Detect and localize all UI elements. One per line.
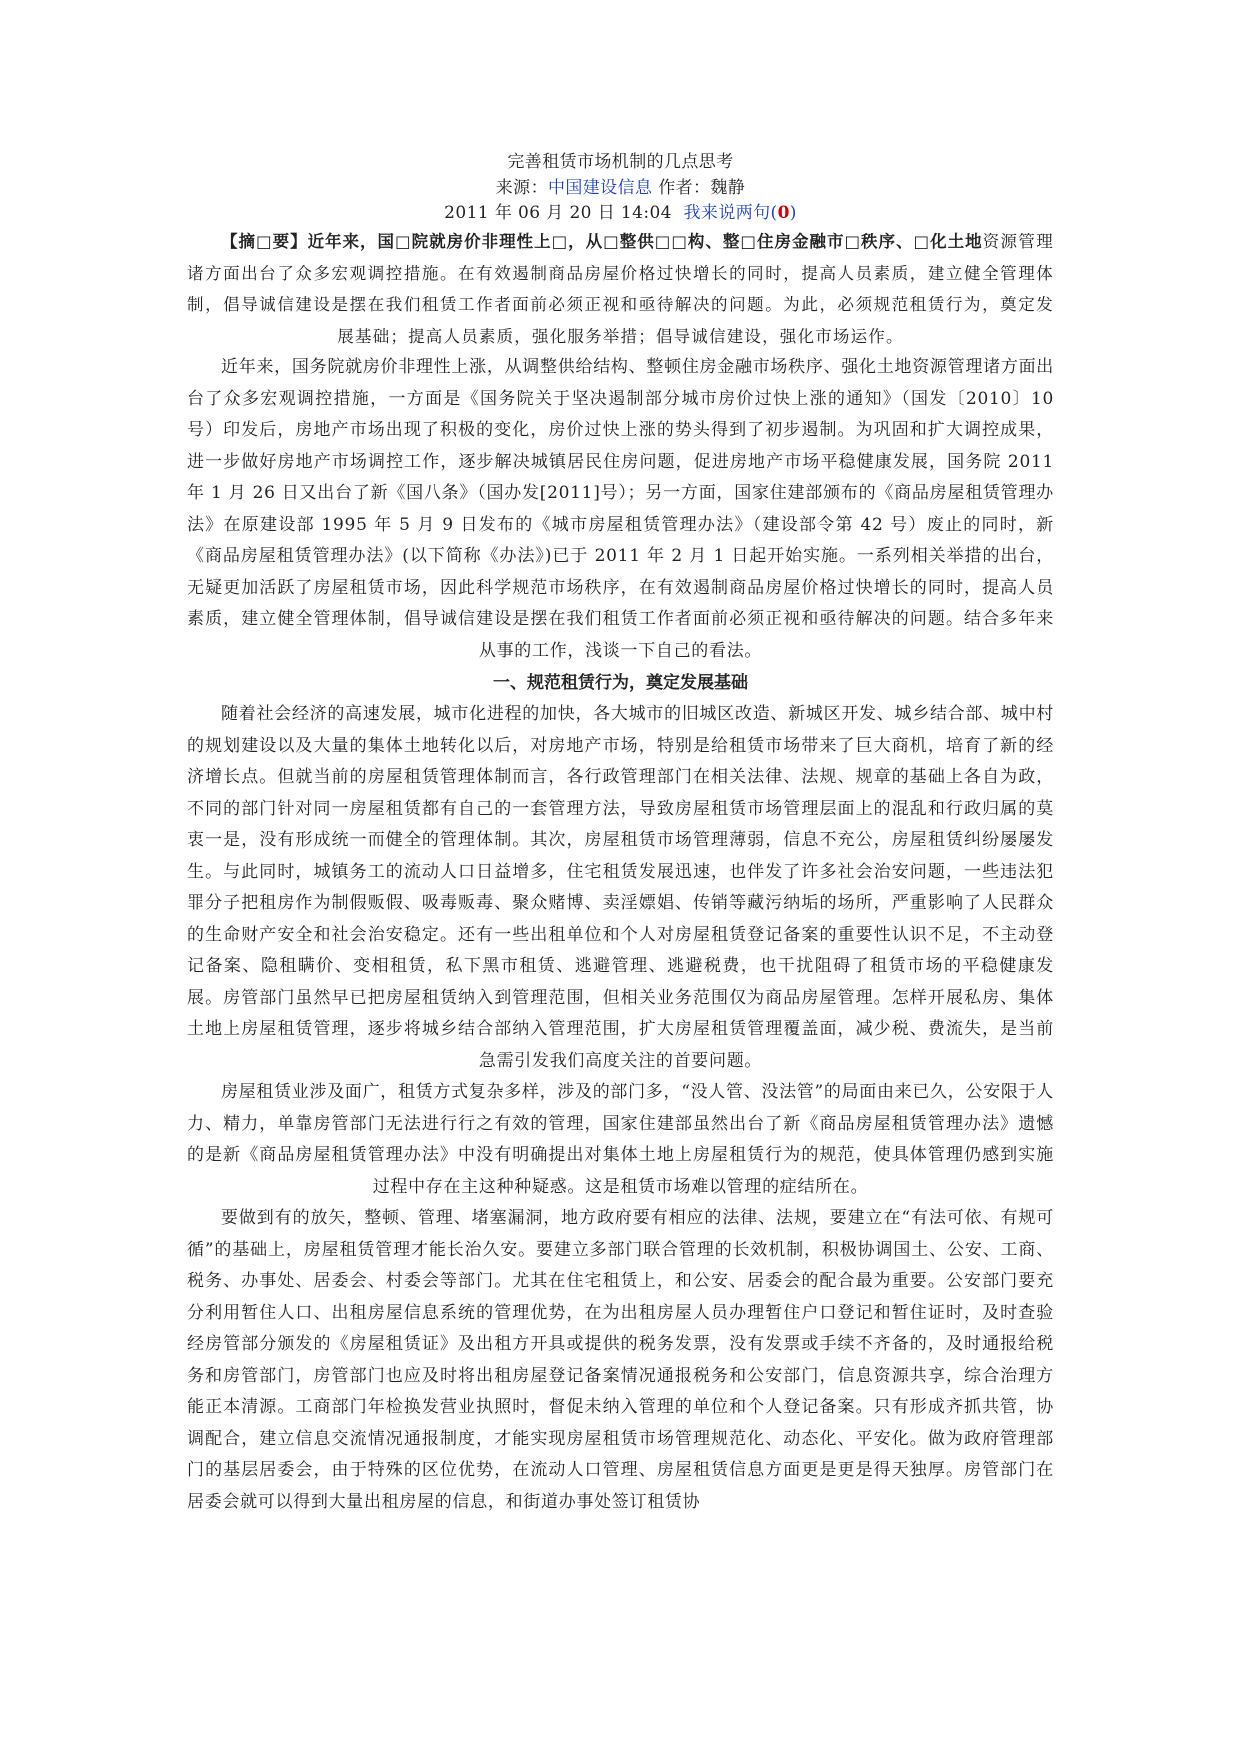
- article: [187, 150, 1054, 1518]
- publish-datetime: 2011 年 06 月 20 日 14:04: [444, 203, 672, 223]
- intro-paragraph: 近年来，国务院就房价非理性上涨，从调整供给结构、整顿住房金融市场秩序、强化土地资源管理诸方面出台了众多宏观调控措施，一方面是《国务院关于坚决遏制部分城市房价过快上涨的通知》（国发〔2010〕10 号）印发后，房地产市场出现了积极的变化，房价过快上涨的势头得到了初步遏制。为巩固和扩大调控成果，进一步做好房地产市场调控工作，逐步解决城镇居民住房问题，促进房地产市场平稳健康发展，国务院 2011 年 1 月 26 日又出台了新《国八条》（国办发[2011]号）；另一方面，国家住建部颁布的《商品房屋租赁管理办法》在原建设部 1995 年 5 月 9 日发布的《城市房屋租赁管理办法》（建设部令第 42 号）废止的同时，新《商品房屋租赁管理办法》(以下简称《办法》)已于 2011 年 2 月 1 日起开始实施。一系列相关举措的出台，无疑更加活跃了房屋租赁市场，因此科学规范市场秩序，在有效遏制商品房屋价格过快增长的同时，提高人员素质，建立健全管理体制，倡导诚信建设是摆在我们租赁工作者面前必须正视和亟待解决的问题。结合多年来从事的工作，浅谈一下自己的看法。: [187, 357, 1054, 661]
- abstract-lead: 【摘□要】近年来，国□院就房价非理性上□，从□整供□□构、整□住房金融市□秩序、□化土地: [221, 232, 983, 251]
- source-label: 来源：: [495, 178, 548, 198]
- comment-count[interactable]: 0: [777, 203, 790, 223]
- abstract: [187, 226, 1054, 352]
- comment-link-close[interactable]: ): [789, 203, 797, 223]
- source-link[interactable]: 中国建设信息: [547, 178, 653, 198]
- article-title: 完善租赁市场机制的几点思考: [507, 152, 734, 172]
- section-paragraph: 房屋租赁业涉及面广，租赁方式复杂多样，涉及的部门多，“没人管、没法管”的局面由来已久，公安限于人力、精力，单靠房管部门无法进行行之有效的管理，国家住建部虽然出台了新《商品房屋租赁管理办法》遗憾的是新《商品房屋租赁管理办法》中没有明确提出对集体土地上房屋租赁行为的规范，使具体管理仍感到实施过程中存在主这种种疑惑。这是租赁市场难以管理的症结所在。: [187, 1082, 1054, 1197]
- comment-link[interactable]: [684, 203, 797, 223]
- source-line: [187, 176, 1054, 201]
- author-label: 作者：魏静: [652, 178, 746, 198]
- section-heading: 一、规范租赁行为，奠定发展基础: [493, 673, 748, 693]
- section-paragraph: 要做到有的放矢，整顿、管理、堵塞漏洞，地方政府要有相应的法律、法规，要建立在“有法可依、有规可循”的基础上，房屋租赁管理才能长治久安。要建立多部门联合管理的长效机制，积极协调国土、公安、工商、税务、办事处、居委会、村委会等部门。尤其在住宅租赁上，和公安、居委会的配合最为重要。公安部门要充分利用暂住人口、出租房屋信息系统的管理优势，在为出租房屋人员办理暂住户口登记和暂住证时，及时查验经房管部分颁发的《房屋租赁证》及出租方开具或提供的税务发票，没有发票或手续不齐备的，及时通报给税务和房管部门，房管部门也应及时将出租房屋登记备案情况通报税务和公安部门，信息资源共享，综合治理方能正本清源。工商部门年检换发营业执照时，督促未纳入管理的单位和个人登记备案。只有形成齐抓共管，协调配合，建立信息交流情况通报制度，才能实现房屋租赁市场管理规范化、动态化、平安化。做为政府管理部门的基层居委会，由于特殊的区位优势，在流动人口管理、房屋租赁信息方面更是更是得天独厚。房管部门在居委会就可以得到大量出租房屋的信息，和街道办事处签订租赁协: [187, 1208, 1054, 1512]
- comment-link-label[interactable]: 我来说两句(: [683, 203, 778, 223]
- abstract-text: 资源管理诸方面出台了众多宏观调控措施。在有效遏制商品房屋价格过快增长的同时，提高人员素质，建立健全管理体制，倡导诚信建设是摆在我们租赁工作者面前必须正视和亟待解决的问题。为此，必须规范租赁行为，奠定发展基础；提高人员素质，强化服务举措；倡导诚信建设，强化市场运作。: [187, 232, 1054, 346]
- section-paragraph: 随着社会经济的高速发展，城市化进程的加快，各大城市的旧城区改造、新城区开发、城乡结合部、城中村的规划建设以及大量的集体土地转化以后，对房地产市场，特别是给租赁市场带来了巨大商机，培育了新的经济增长点。但就当前的房屋租赁管理体制而言，各行政管理部门在相关法律、法规、规章的基础上各自为政，不同的部门针对同一房屋租赁都有自己的一套管理方法，导致房屋租赁市场管理层面上的混乱和行政归属的莫衷一是，没有形成统一而健全的管理体制。其次，房屋租赁市场管理薄弱，信息不充公，房屋租赁纠纷屡屡发生。与此同时，城镇务工的流动人口日益增多，住宅租赁发展迅速，也伴发了许多社会治安问题，一些违法犯罪分子把租房作为制假贩假、吸毒贩毒、聚众赌博、卖淫嫖娼、传销等藏污纳垢的场所，严重影响了人民群众的生命财产安全和社会治安稳定。还有一些出租单位和个人对房屋租赁登记备案的重要性认识不足，不主动登记备案、隐租瞒价、变相租赁，私下黑市租赁、逃避管理、逃避税费，也干扰阻碍了租赁市场的平稳健康发展。房管部门虽然早已把房屋租赁纳入到管理范围，但相关业务范围仅为商品房屋管理。怎样开展私房、集体土地上房屋租赁管理，逐步将城乡结合部纳入管理范围，扩大房屋租赁管理覆盖面，减少税、费流失，是当前急需引发我们高度关注的首要问题。: [187, 704, 1054, 1071]
- date-line: [187, 201, 1054, 226]
